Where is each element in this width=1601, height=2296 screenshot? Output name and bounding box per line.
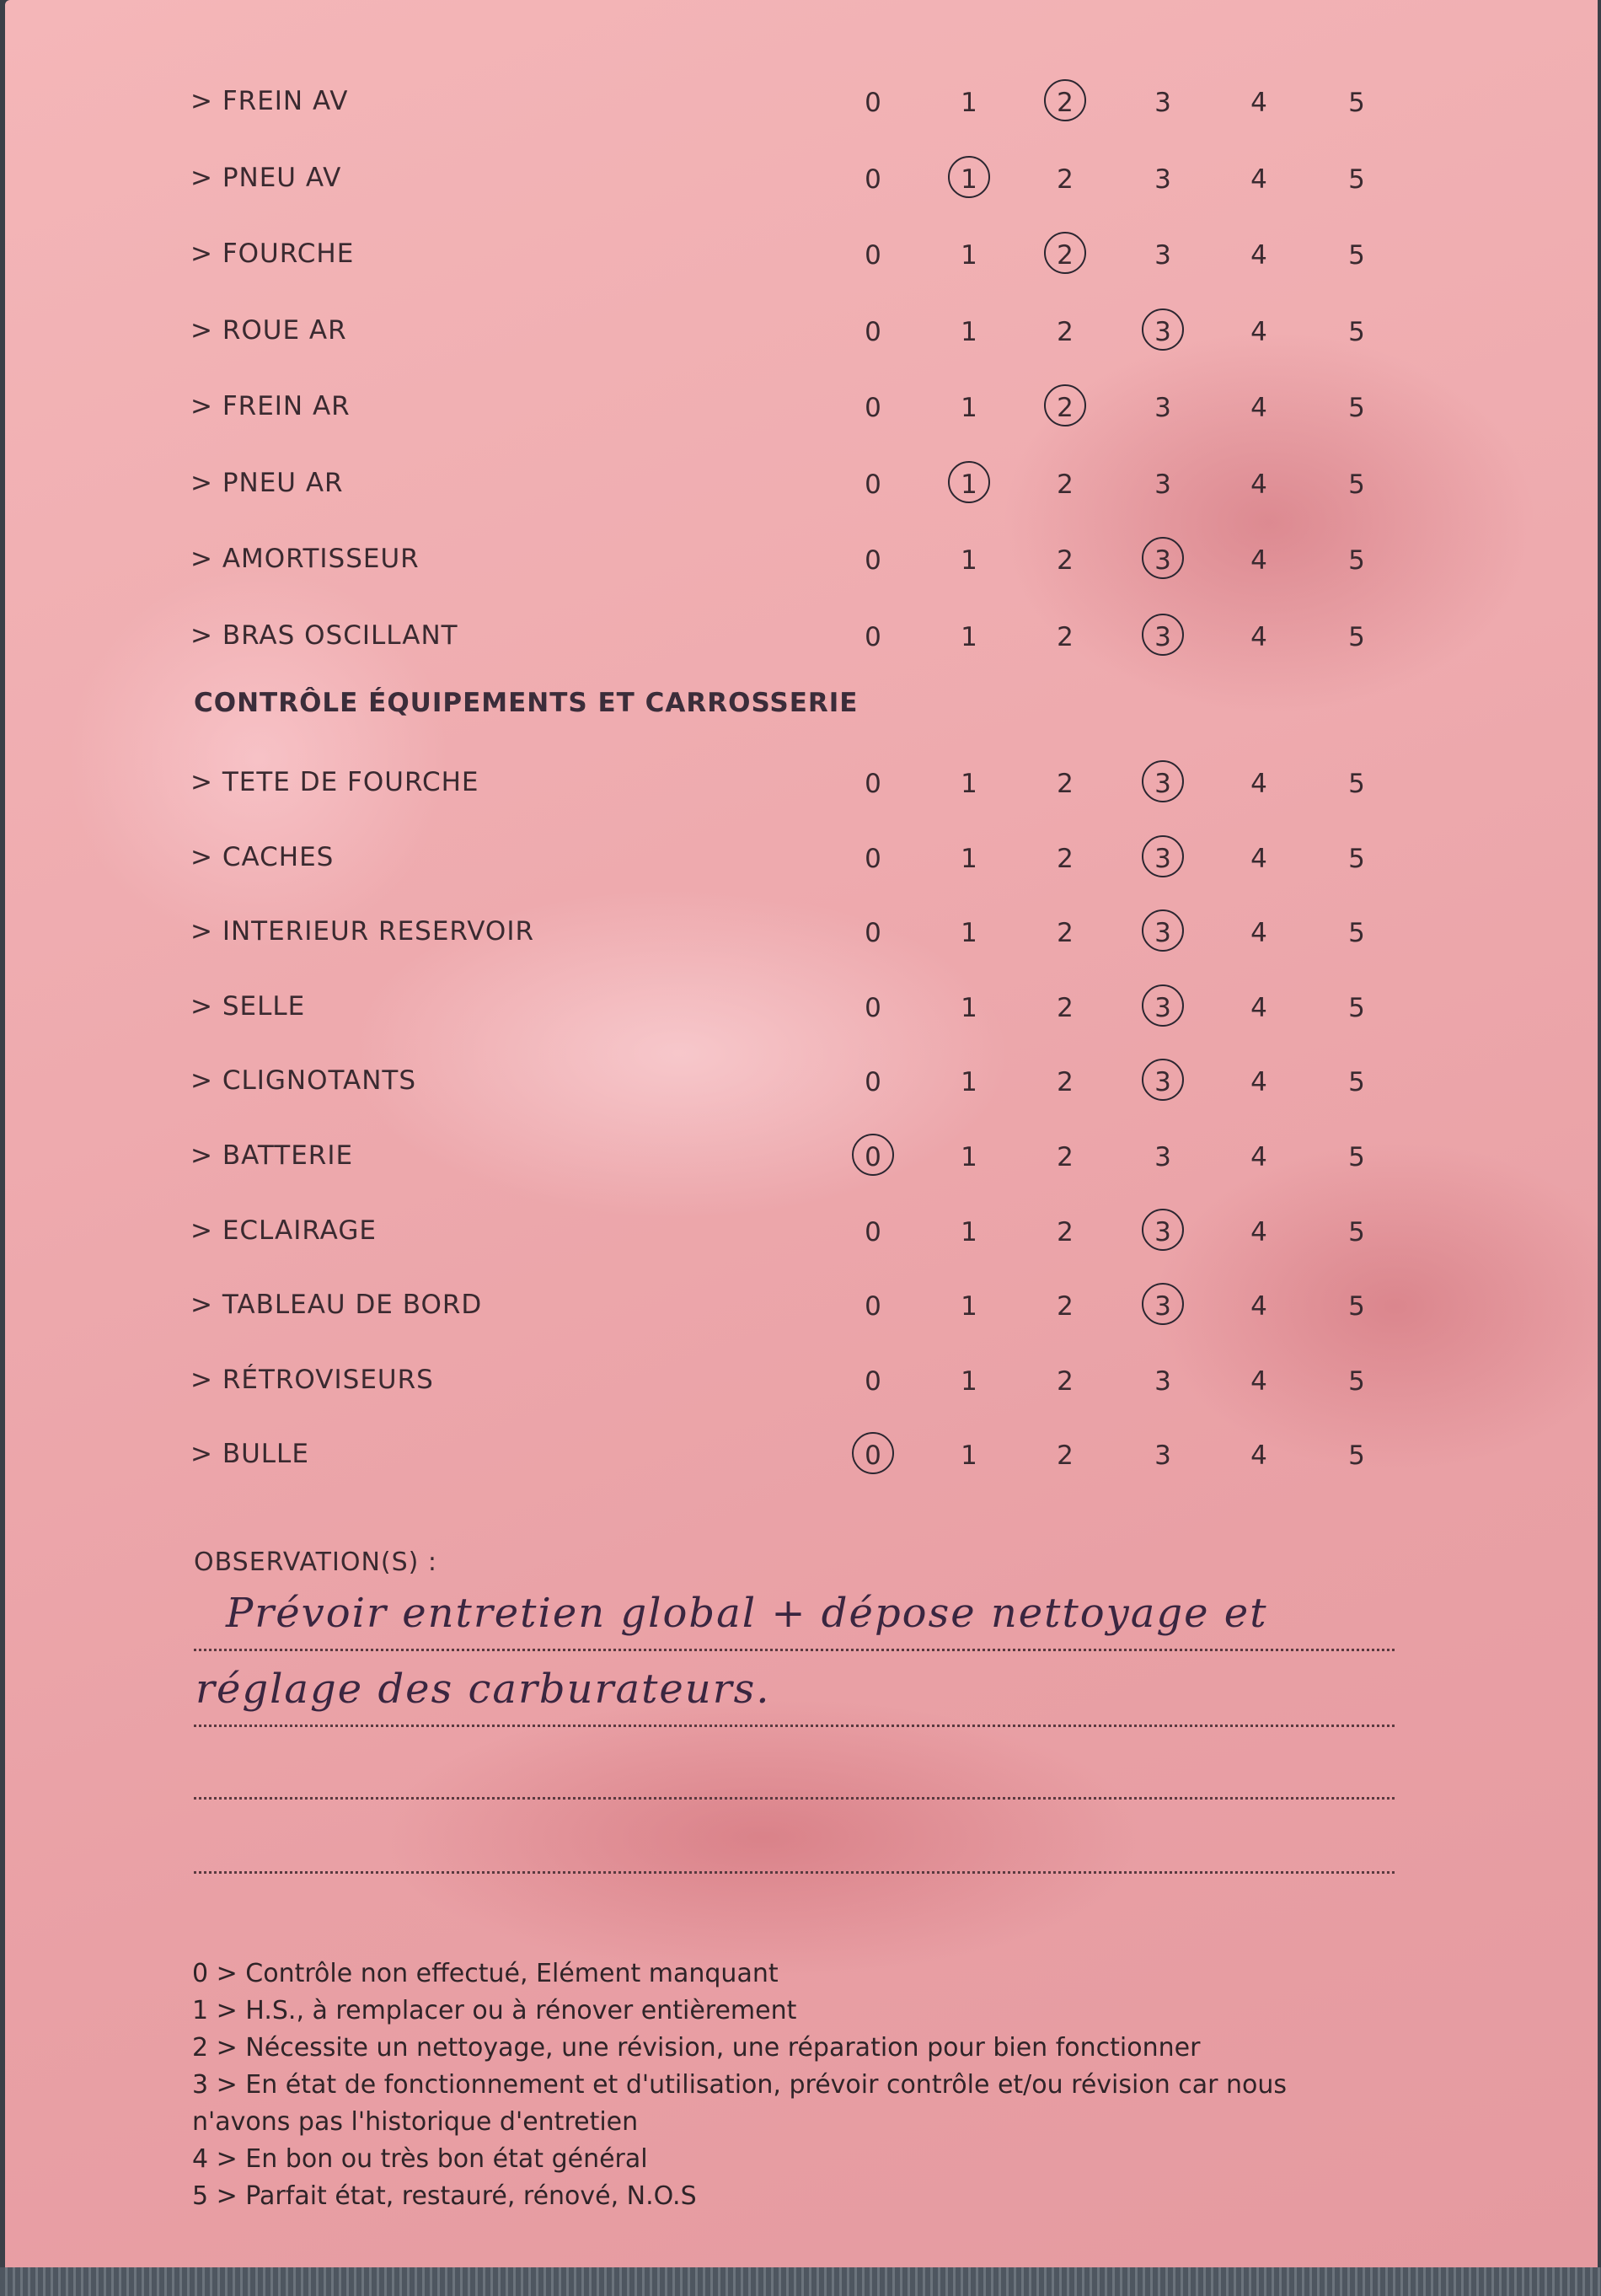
score-option[interactable]: 5 bbox=[1348, 621, 1365, 652]
checklist-row bbox=[5, 832, 1601, 882]
score-option[interactable]: 1 bbox=[961, 469, 977, 500]
selected-score-circle bbox=[1044, 79, 1086, 121]
selected-score-circle bbox=[1142, 614, 1184, 656]
score-option[interactable]: 1 bbox=[961, 164, 977, 195]
score-option[interactable]: 1 bbox=[961, 769, 977, 799]
score-option[interactable]: 4 bbox=[1250, 164, 1267, 195]
score-option[interactable]: 2 bbox=[1057, 1291, 1074, 1322]
legend-line: 4 > En bon ou très bon état général bbox=[192, 2144, 648, 2174]
checklist-row bbox=[5, 153, 1601, 203]
legend-line: 1 > H.S., à remplacer ou à rénover entièrement bbox=[192, 1996, 797, 2025]
score-option[interactable]: 5 bbox=[1348, 88, 1365, 118]
checklist-row bbox=[5, 458, 1601, 508]
score-option[interactable]: 1 bbox=[961, 1440, 977, 1472]
score-option[interactable]: 3 bbox=[1154, 164, 1171, 195]
checklist-row bbox=[5, 1130, 1601, 1181]
score-option[interactable]: 5 bbox=[1348, 1067, 1365, 1098]
selected-score-circle bbox=[948, 156, 990, 198]
score-option[interactable]: 0 bbox=[865, 1365, 881, 1397]
score-option[interactable]: 3 bbox=[1154, 1291, 1171, 1322]
score-option[interactable]: 1 bbox=[961, 1365, 977, 1397]
score-option[interactable]: 0 bbox=[865, 469, 881, 500]
selected-score-circle bbox=[1142, 984, 1184, 1027]
selected-score-circle bbox=[1142, 835, 1184, 877]
score-option[interactable]: 2 bbox=[1057, 88, 1074, 118]
checklist-row bbox=[5, 1205, 1601, 1256]
score-option[interactable]: 3 bbox=[1154, 88, 1171, 118]
score-option[interactable]: 3 bbox=[1154, 1440, 1171, 1472]
checklist-item-label: > PNEU AR bbox=[190, 467, 344, 498]
checklist-item-label: > ROUE AR bbox=[190, 314, 347, 346]
score-option[interactable]: 2 bbox=[1057, 1365, 1074, 1397]
score-option[interactable]: 1 bbox=[961, 88, 977, 118]
checklist-item-label: > BRAS OSCILLANT bbox=[190, 620, 458, 651]
legend-line: 0 > Contrôle non effectué, Elément manquant bbox=[192, 1959, 779, 1988]
score-option[interactable]: 1 bbox=[961, 621, 977, 652]
score-option[interactable]: 3 bbox=[1154, 1365, 1171, 1397]
score-option[interactable]: 5 bbox=[1348, 1291, 1365, 1322]
score-option[interactable]: 4 bbox=[1250, 1216, 1267, 1247]
checklist-item-label: > FOURCHE bbox=[190, 239, 355, 269]
score-option[interactable]: 0 bbox=[865, 1142, 881, 1172]
score-option[interactable]: 3 bbox=[1154, 621, 1171, 652]
score-option[interactable]: 3 bbox=[1154, 918, 1171, 949]
checklist-row bbox=[5, 534, 1601, 584]
score-option[interactable]: 0 bbox=[865, 1440, 881, 1472]
selected-score-circle bbox=[1142, 537, 1184, 579]
score-option[interactable]: 3 bbox=[1154, 545, 1171, 576]
observation-dotted-line bbox=[194, 1725, 1395, 1727]
score-option[interactable]: 4 bbox=[1250, 918, 1267, 949]
score-option[interactable]: 5 bbox=[1348, 164, 1365, 195]
section-title: CONTRÔLE ÉQUIPEMENTS ET CARROSSERIE bbox=[194, 688, 859, 718]
score-option[interactable]: 0 bbox=[865, 992, 881, 1023]
score-option[interactable]: 4 bbox=[1250, 1067, 1267, 1098]
score-option[interactable]: 3 bbox=[1154, 240, 1171, 271]
checklist-item-label: > TABLEAU DE BORD bbox=[190, 1290, 483, 1321]
score-option[interactable]: 1 bbox=[961, 992, 977, 1023]
score-option[interactable]: 1 bbox=[961, 1291, 977, 1322]
score-option[interactable]: 0 bbox=[865, 240, 881, 271]
plastic-sleeve-edge bbox=[0, 2267, 1601, 2296]
score-option[interactable]: 2 bbox=[1057, 621, 1074, 652]
inspection-sheet bbox=[5, 0, 1598, 2267]
score-option[interactable]: 5 bbox=[1348, 1365, 1365, 1397]
observation-dotted-line bbox=[194, 1797, 1395, 1800]
score-option[interactable]: 3 bbox=[1154, 992, 1171, 1023]
score-option[interactable]: 0 bbox=[865, 88, 881, 118]
selected-score-circle bbox=[1142, 1283, 1184, 1325]
score-option[interactable]: 0 bbox=[865, 769, 881, 799]
checklist-row bbox=[5, 1429, 1601, 1479]
checklist-item-label: > TETE DE FOURCHE bbox=[190, 767, 479, 797]
score-option[interactable]: 4 bbox=[1250, 240, 1267, 271]
score-option[interactable]: 5 bbox=[1348, 918, 1365, 949]
score-option[interactable]: 5 bbox=[1348, 843, 1365, 874]
legend-line: 2 > Nécessite un nettoyage, une révision, une réparation pour bien fonctionner bbox=[192, 2033, 1201, 2063]
score-option[interactable]: 0 bbox=[865, 1291, 881, 1322]
observation-line-1: Prévoir entretien global + dépose nettoyage et bbox=[226, 1590, 1268, 1637]
selected-score-circle bbox=[852, 1134, 894, 1176]
checklist-item-label: > RÉTROVISEURS bbox=[190, 1364, 434, 1395]
score-option[interactable]: 2 bbox=[1057, 469, 1074, 500]
score-option[interactable]: 1 bbox=[961, 393, 977, 423]
score-option[interactable]: 4 bbox=[1250, 545, 1267, 576]
score-option[interactable]: 0 bbox=[865, 393, 881, 423]
score-option[interactable]: 3 bbox=[1154, 316, 1171, 347]
checklist-row bbox=[5, 610, 1601, 661]
score-option[interactable]: 4 bbox=[1250, 1291, 1267, 1322]
score-option[interactable]: 2 bbox=[1057, 1216, 1074, 1247]
score-option[interactable]: 4 bbox=[1250, 769, 1267, 799]
legend-line: 3 > En état de fonctionnement et d'utilisation, prévoir contrôle et/ou révision car nous bbox=[192, 2070, 1288, 2100]
score-option[interactable]: 0 bbox=[865, 621, 881, 652]
checklist-item-label: > BATTERIE bbox=[190, 1140, 354, 1171]
checklist-item-label: > CLIGNOTANTS bbox=[190, 1065, 417, 1097]
score-option[interactable]: 0 bbox=[865, 843, 881, 874]
checklist-item-label: > CACHES bbox=[190, 841, 335, 872]
checklist-row bbox=[5, 1355, 1601, 1405]
score-option[interactable]: 4 bbox=[1250, 88, 1267, 118]
score-option[interactable]: 2 bbox=[1057, 1440, 1074, 1472]
checklist-item-label: > ECLAIRAGE bbox=[190, 1215, 377, 1246]
selected-score-circle bbox=[1142, 1209, 1184, 1251]
checklist-row bbox=[5, 228, 1601, 279]
score-option[interactable]: 0 bbox=[865, 545, 881, 576]
score-option[interactable]: 3 bbox=[1154, 843, 1171, 874]
score-option[interactable]: 1 bbox=[961, 1142, 977, 1172]
score-option[interactable]: 1 bbox=[961, 1216, 977, 1247]
score-option[interactable]: 1 bbox=[961, 316, 977, 347]
score-option[interactable]: 4 bbox=[1250, 1142, 1267, 1172]
score-option[interactable]: 2 bbox=[1057, 769, 1074, 799]
score-option[interactable]: 3 bbox=[1154, 1067, 1171, 1098]
score-option[interactable]: 4 bbox=[1250, 316, 1267, 347]
score-option[interactable]: 0 bbox=[865, 164, 881, 195]
score-option[interactable]: 1 bbox=[961, 545, 977, 576]
checklist-item-label: > AMORTISSEUR bbox=[190, 544, 420, 574]
score-option[interactable]: 0 bbox=[865, 918, 881, 949]
checklist-row bbox=[5, 305, 1601, 356]
score-option[interactable]: 2 bbox=[1057, 843, 1074, 874]
score-option[interactable]: 0 bbox=[865, 1216, 881, 1247]
score-option[interactable]: 2 bbox=[1057, 316, 1074, 347]
score-legend bbox=[192, 1955, 1406, 2215]
checklist-item-label: > FREIN AV bbox=[190, 86, 349, 116]
observation-dotted-line bbox=[194, 1871, 1395, 1874]
observation-dotted-line bbox=[194, 1649, 1395, 1651]
score-option[interactable]: 2 bbox=[1057, 1067, 1074, 1098]
selected-score-circle bbox=[1142, 308, 1184, 351]
score-option[interactable]: 5 bbox=[1348, 316, 1365, 347]
score-option[interactable]: 3 bbox=[1154, 393, 1171, 423]
score-option[interactable]: 2 bbox=[1057, 164, 1074, 195]
score-option[interactable]: 5 bbox=[1348, 1142, 1365, 1172]
score-option[interactable]: 5 bbox=[1348, 1216, 1365, 1247]
score-option[interactable]: 5 bbox=[1348, 393, 1365, 423]
score-option[interactable]: 5 bbox=[1348, 769, 1365, 799]
score-option[interactable]: 3 bbox=[1154, 769, 1171, 799]
score-option[interactable]: 0 bbox=[865, 1067, 881, 1098]
observation-line-2: réglage des carburateurs. bbox=[195, 1666, 771, 1713]
checklist-row bbox=[5, 1055, 1601, 1106]
score-option[interactable]: 0 bbox=[865, 316, 881, 347]
score-option[interactable]: 5 bbox=[1348, 1440, 1365, 1472]
selected-score-circle bbox=[1044, 384, 1086, 426]
score-option[interactable]: 4 bbox=[1250, 1365, 1267, 1397]
legend-line: n'avons pas l'historique d'entretien bbox=[192, 2107, 639, 2137]
selected-score-circle bbox=[948, 461, 990, 503]
observations-title: OBSERVATION(S) : bbox=[194, 1548, 437, 1577]
score-option[interactable]: 3 bbox=[1154, 1142, 1171, 1172]
score-option[interactable]: 2 bbox=[1057, 918, 1074, 949]
score-option[interactable]: 2 bbox=[1057, 1142, 1074, 1172]
score-option[interactable]: 5 bbox=[1348, 992, 1365, 1023]
score-option[interactable]: 2 bbox=[1057, 992, 1074, 1023]
score-option[interactable]: 2 bbox=[1057, 240, 1074, 271]
score-option[interactable]: 4 bbox=[1250, 1440, 1267, 1472]
checklist-item-label: > PNEU AV bbox=[190, 162, 342, 193]
score-option[interactable]: 5 bbox=[1348, 469, 1365, 500]
score-option[interactable]: 4 bbox=[1250, 843, 1267, 874]
checklist-item-label: > FREIN AR bbox=[190, 391, 351, 421]
score-option[interactable]: 3 bbox=[1154, 1216, 1171, 1247]
score-option[interactable]: 3 bbox=[1154, 469, 1171, 500]
score-option[interactable]: 4 bbox=[1250, 469, 1267, 500]
checklist-row bbox=[5, 981, 1601, 1032]
selected-score-circle bbox=[1044, 232, 1086, 274]
score-option[interactable]: 1 bbox=[961, 1067, 977, 1098]
checklist-row bbox=[5, 757, 1601, 807]
checklist-row bbox=[5, 1279, 1601, 1330]
score-option[interactable]: 2 bbox=[1057, 545, 1074, 576]
score-option[interactable]: 5 bbox=[1348, 240, 1365, 271]
checklist-item-label: > SELLE bbox=[190, 990, 306, 1022]
score-option[interactable]: 4 bbox=[1250, 393, 1267, 423]
checklist-row bbox=[5, 381, 1601, 432]
score-option[interactable]: 1 bbox=[961, 843, 977, 874]
selected-score-circle bbox=[1142, 909, 1184, 952]
score-option[interactable]: 1 bbox=[961, 918, 977, 949]
score-option[interactable]: 5 bbox=[1348, 545, 1365, 576]
checklist-row bbox=[5, 906, 1601, 957]
checklist-row bbox=[5, 76, 1601, 126]
score-option[interactable]: 2 bbox=[1057, 393, 1074, 423]
checklist-item-label: > INTERIEUR RESERVOIR bbox=[190, 916, 535, 947]
score-option[interactable]: 1 bbox=[961, 240, 977, 271]
score-option[interactable]: 4 bbox=[1250, 621, 1267, 652]
score-option[interactable]: 4 bbox=[1250, 992, 1267, 1023]
selected-score-circle bbox=[1142, 760, 1184, 802]
checklist-item-label: > BULLE bbox=[190, 1439, 309, 1470]
legend-line: 5 > Parfait état, restauré, rénové, N.O.S bbox=[192, 2181, 697, 2211]
